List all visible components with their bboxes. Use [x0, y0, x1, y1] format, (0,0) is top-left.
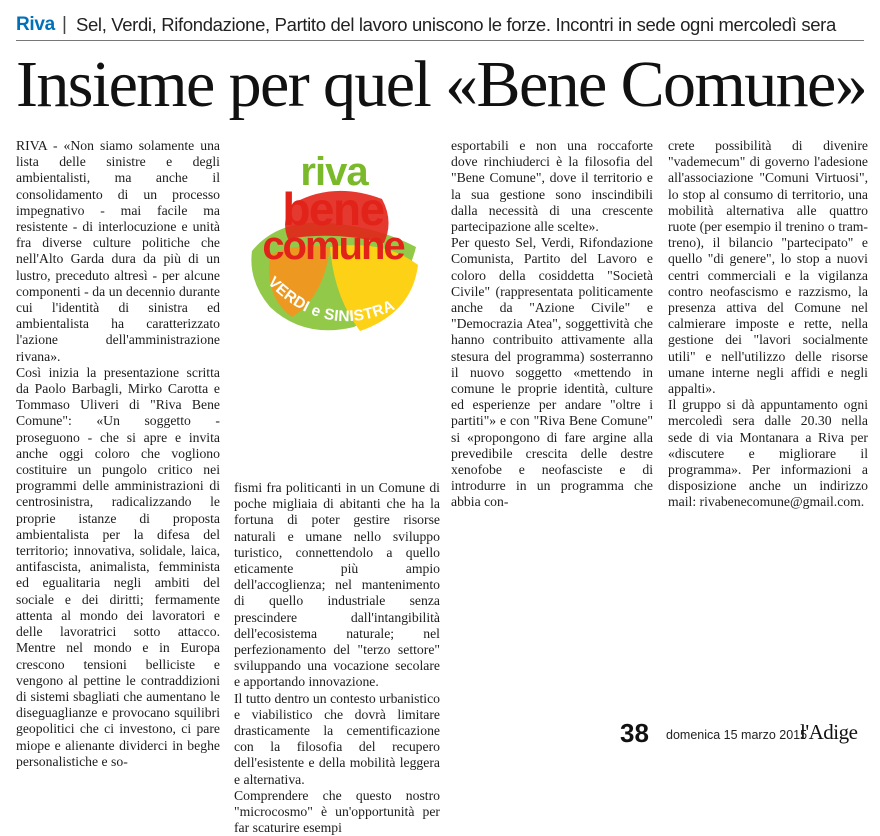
article-column-4 — [668, 138, 868, 514]
publication-date: domenica 15 marzo 2015 — [666, 728, 808, 742]
logo-word-bene: bene — [282, 183, 384, 235]
kicker-separator: | — [62, 14, 67, 35]
paragraph: Per questo Sel, Verdi, Rifondazione Comunista, Partito del Lavoro e coloro della cosiddetta "Società Civile" (rappresentata politicamente anche da "Azione Civile" e "Democrazia Atea", soggettività che hanno contribuito attivamente alla stesura del programma) sosterranno il nuovo soggetto «mettendo in comune le proprie identità, culture ed esperienze per andare "oltre i partiti"» e con "Riva Bene Comune" si «propongono di fare argine alla prevedibile crescita delle destre xenofobe e neofasciste e di introdurre in un programma che abbia con- — [451, 235, 653, 510]
paragraph: crete possibilità di divenire "vademecum" di governo l'adesione all'associazione "Comuni Virtuosi", lo stop al consumo di territorio, una mobilità alternativa alle quattro ruote (per esempio il trenino o tram-treno), il bilancio "partecipato" e quello "di genere", lo stop a nuovi centri commerciali e la vigilanza contro neofascismo e razzismo, la presenza attiva del Comune nel calmierare imposte e rette, nella gestione dei "lavori socialmente utili" e nell'utilizzo delle risorse umane interne negli affidi e negli appalti». — [668, 138, 868, 397]
paragraph: fismi fra politicanti in un Comune di poche migliaia di abitanti che ha la fortuna di poter gestire risorse naturali e umane nello sviluppo turistico, connettendolo a quello eticamente più ampio dell'accoglienza; nel mantenimento di quello industriale senza prescindere dall'intangibilità dell'ecosistema naturale; nel perfezionamento del "terzo settore" sviluppando una vocazione secolare e apportando innovazione. — [234, 480, 440, 690]
paragraph: Il tutto dentro un contesto urbanistico e viabilistico che dovrà limitare drasticamente la cementificazione con la filosofia del recupero dell'esistente e della mobilità leggera e alternativa. — [234, 690, 440, 787]
riva-bene-comune-logo — [234, 147, 432, 347]
paragraph: Così inizia la presentazione scritta da Paolo Barbagli, Mirko Carotta e Tommaso Uliveri di "Riva Bene Comune": «Un soggetto - proseguono - che si apre e invita anche oggi coloro che vogliono costituire un pungolo critico nei programmi delle amministrazioni di centrosinistra, radicalizzando le proprie istanze di proposta ambientalista per la difesa del territorio; innovativa, solidale, laica, antifascista, animalista, femminista ed egualitaria negli ambiti del sociale e dei diritti; fermamente attenta al mondo dei lavoratori e delle lavoratrici sotto attacco. Mentre nel mondo e in Europa crescono tensioni belliciste e vengono al pettine le contraddizioni di sistemi sbagliati che aumentano le diseguaglianze e provocano squilibri geopolitici che ci investono, ci pare miope e alienante dividerci in beghe personalistiche e so- — [16, 364, 220, 769]
article-column-3 — [451, 138, 653, 518]
headline: Insieme per quel «Bene Comune» — [16, 48, 867, 121]
section-label: Riva — [16, 14, 55, 35]
newspaper-name: l'Adige — [800, 720, 858, 744]
paragraph: esportabili e non una roccaforte dove rinchiuderci è la filosofia del "Bene Comune", dove il territorio e la sua gestione sono inscindibili dalla necessità di una crescente partecipazione alle scelte». — [451, 138, 653, 235]
page-number: 38 — [620, 718, 649, 748]
kicker-divider — [16, 40, 864, 41]
paragraph: RIVA - «Non siamo solamente una lista delle sinistre e degli ambientalisti, ma anche il consolidamento di un processo impegnativo - mai facile ma resistente - di interlocuzione e unità fra diverse culture politiche che nell'Alto Garda dura da più di un lustro, preceduto altresì - per alcune componenti - da un decennio durante cui l'identità di sinistra ed ambientalista ha caratterizzato l'azione dell'amministrazione rivana». — [16, 138, 220, 364]
kicker-bar — [16, 14, 864, 38]
page-footer — [620, 716, 870, 750]
article-column-2 — [234, 480, 440, 836]
paragraph: Comprendere che questo nostro "microcosmo" è un'opportunità per far scaturire esempi — [234, 787, 440, 836]
kicker-text: Sel, Verdi, Rifondazione, Partito del lavoro uniscono le forze. Incontri in sede ogni mercoledì sera — [76, 14, 836, 35]
paragraph: Il gruppo si dà appuntamento ogni mercoledì sera dalle 20.30 nella sede di via Montanara a Riva per «discutere e migliorare il programma». Per informazioni a disposizione anche un indirizzo mail: rivabenecomune@gmail.com. — [668, 397, 868, 510]
logo-word-riva: riva — [300, 150, 368, 194]
logo-arc-text: VERDI e SINISTRA — [264, 273, 398, 326]
article-column-1 — [16, 138, 220, 769]
logo-word-comune: comune — [262, 224, 404, 268]
